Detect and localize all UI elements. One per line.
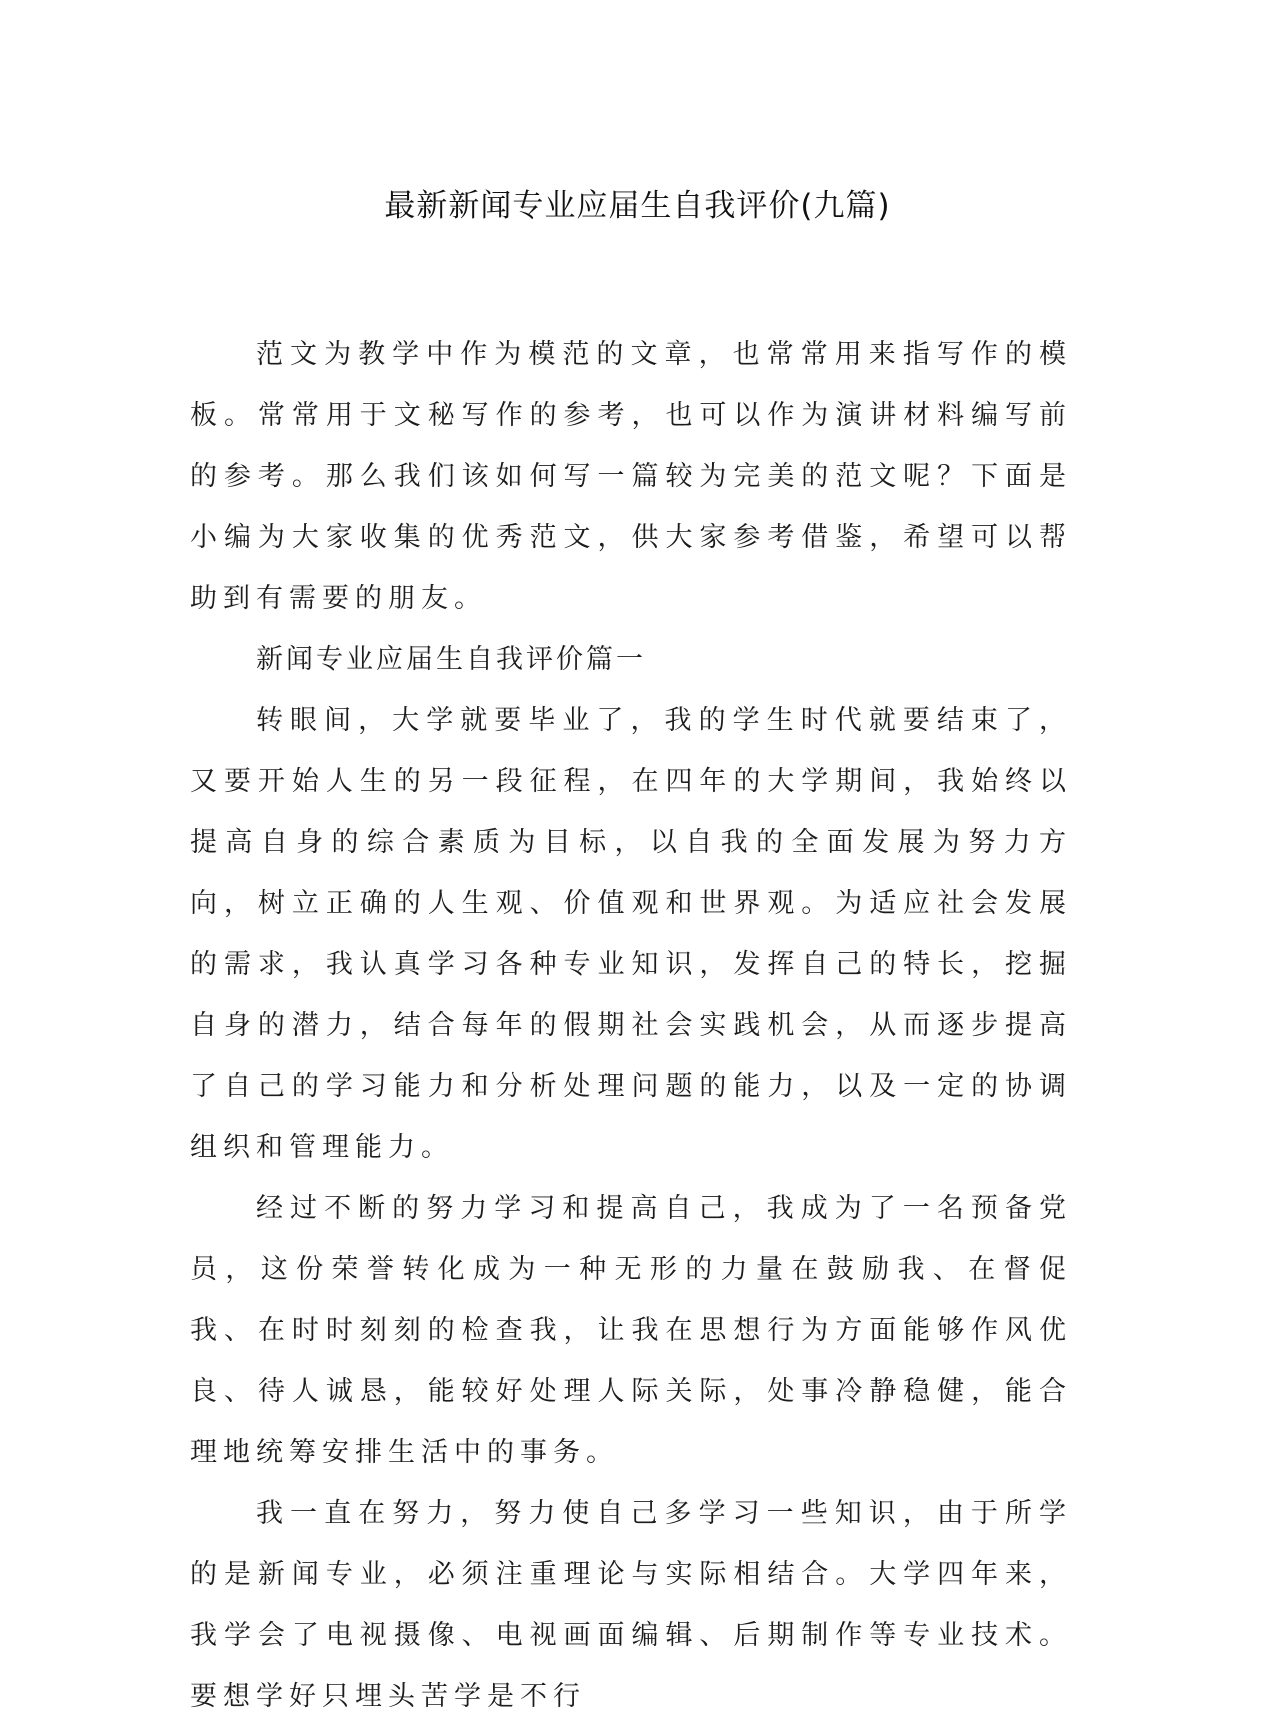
intro-paragraph: 范文为教学中作为模范的文章，也常常用来指写作的模板。常常用于文秘写作的参考，也可以作为演讲材料编写前的参考。那么我们该如何写一篇较为完美的范文呢？下面是小编为大家收集的优秀范文，供大家参考借鉴，希望可以帮助到有需要的朋友。 [190,339,1072,614]
body-paragraph-1: 转眼间，大学就要毕业了，我的学生时代就要结束了，又要开始人生的另一段征程，在四年的大学期间，我始终以提高自身的综合素质为目标，以自我的全面发展为努力方向，树立正确的人生观、价值观和世界观。为适应社会发展的需求，我认真学习各种专业知识，发挥自己的特长，挖掘自身的潜力，结合每年的假期社会实践机会，从而逐步提高了自己的学习能力和分析处理问题的能力，以及一定的协调组织和管理能力。 [190,705,1072,1163]
document-title: 最新新闻专业应届生自我评价(九篇) [384,188,891,224]
document-body [190,324,1072,1727]
body-paragraph-3: 我一直在努力，努力使自己多学习一些知识，由于所学的是新闻专业，必须注重理论与实际相结合。大学四年来，我学会了电视摄像、电视画面编辑、后期制作等专业技术。要想学好只埋头苦学是不行 [190,1498,1072,1712]
section-heading: 新闻专业应届生自我评价篇一 [256,644,646,675]
body-paragraph-2: 经过不断的努力学习和提高自己，我成为了一名预备党员，这份荣誉转化成为一种无形的力量在鼓励我、在督促我、在时时刻刻的检查我，让我在思想行为方面能够作风优良、待人诚恳，能较好处理人际关际，处事冷静稳健，能合理地统筹安排生活中的事务。 [190,1193,1072,1468]
